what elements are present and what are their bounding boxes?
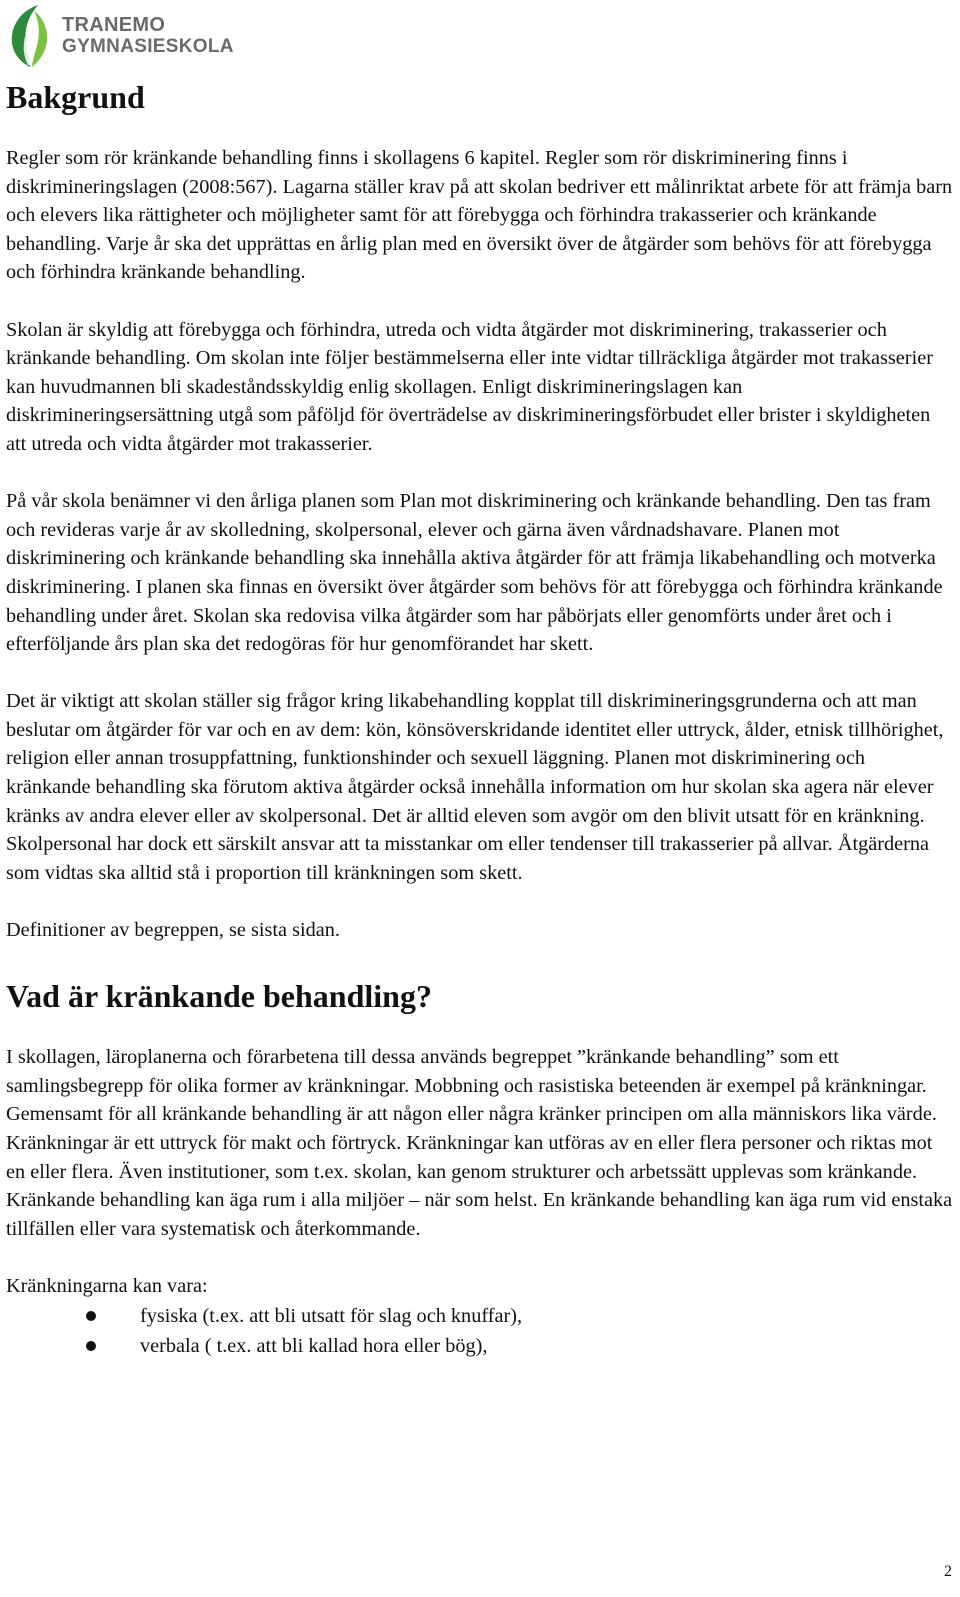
paragraph: Det är viktigt att skolan ställer sig frågor kring likabehandling kopplat till diskrimineringsgrunderna och att man beslutar om åtgärder för var och en av dem: kön, könsöverskridande identitet eller uttryck, ålder, etnisk tillhörighet, religion eller annan trosuppfattning, funktionshinder och sexuell läggning. Planen mot diskriminering och kränkande behandling ska förutom aktiva åtgärder också innehålla information om hur skolan ska agera när elever kränks av andra elever eller av skolpersonal. Det är alltid eleven som avgör om den blivit utsatt för en kränkning. Skolpersonal har dock ett särskilt ansvar att ta misstankar om eller tendenser till trakasserier på allvar. Åtgärderna som vidtas ska alltid stå i proportion till kränkningen som skett. — [6, 690, 944, 884]
list-intro: Kränkningarna kan vara: — [6, 1274, 208, 1297]
document-body — [6, 74, 954, 1361]
logo-line-gymnasieskola: GYMNASIESKOLA — [62, 36, 234, 57]
section-title-bakgrund: Bakgrund — [6, 79, 145, 115]
bullet-icon — [86, 1311, 96, 1321]
section-title-krankande-behandling: Vad är kränkande behandling? — [6, 978, 432, 1015]
bullet-icon — [86, 1341, 96, 1351]
bullet-list — [6, 1301, 954, 1361]
paragraph: Skolan är skyldig att förebygga och förhindra, utreda och vidta åtgärder mot diskriminering, trakasserier och kränkande behandling. Om skolan inte följer bestämmelserna eller inte vidtar tillräckliga åtgärder mot trakasserier kan huvudmannen bli skadeståndsskyldig enlig skollagen. Enligt diskrimineringslagen kan diskrimineringsersättning utgå som påföljd för överträdelse av diskrimineringsförbudet eller brister i skyldigheten att utreda och vidta åtgärder mot trakasserier. — [6, 318, 933, 455]
page-number: 2 — [944, 1563, 952, 1580]
paragraph: Regler som rör kränkande behandling finns i skollagens 6 kapitel. Regler som rör diskriminering finns i diskrimineringslagen (2008:567). Lagarna ställer krav på att skolan bedriver ett målinriktat arbete för att främja barn och elevers lika rättigheter och möjligheter samt för att förebygga och förhindra trakasserier och kränkande behandling. Varje år ska det upprättas en årlig plan med en översikt över de åtgärder som behövs för att förebygga och förhindra kränkande behandling. — [6, 147, 953, 284]
list-item — [6, 1301, 954, 1331]
paragraph: På vår skola benämner vi den årliga planen som Plan mot diskriminering och kränkande behandling. Den tas fram och revideras varje år av skolledning, skolpersonal, elever och gärna även vårdnadshavare. Planen mot diskriminering och kränkande behandling ska innehålla aktiva åtgärder för att främja likabehandling och motverka diskriminering. I planen ska finnas en översikt över åtgärder som behövs för att förebygga och förhindra kränkande behandling under året. Skolan ska redovisa vilka åtgärder som har påbörjats eller genomförts under året och i efterföljande års plan ska det redogöras för hur genomförandet har skett. — [6, 490, 943, 656]
leaf-logo-icon — [4, 3, 56, 69]
list-item-text: fysiska (t.ex. att bli utsatt för slag och knuffar), — [140, 1304, 523, 1327]
list-item — [6, 1331, 954, 1361]
list-item-text: verbala ( t.ex. att bli kallad hora eller bög), — [140, 1334, 488, 1357]
paragraph: Definitioner av begreppen, se sista sidan. — [6, 919, 340, 942]
school-header — [4, 2, 234, 70]
school-logo-text — [62, 15, 234, 57]
paragraph: I skollagen, läroplanerna och förarbetena till dessa används begreppet ”kränkande behandling” som ett samlingsbegrepp för olika former av kränkningar. Mobbning och rasistiska beteenden är exempel på kränkningar. Gemensamt för all kränkande behandling är att någon eller några kränker principen om alla människors lika värde. Kränkningar är ett uttryck för makt och förtryck. Kränkningar kan utföras av en eller flera personer och riktas mot en eller flera. Även institutioner, som t.ex. skolan, kan genom strukturer och arbetssätt upplevas som kränkande. Kränkande behandling kan äga rum i alla miljöer – när som helst. En kränkande behandling kan äga rum vid enstaka tillfällen eller vara systematisk och återkommande. — [6, 1046, 953, 1240]
logo-line-tranemo: TRANEMO — [62, 14, 166, 36]
